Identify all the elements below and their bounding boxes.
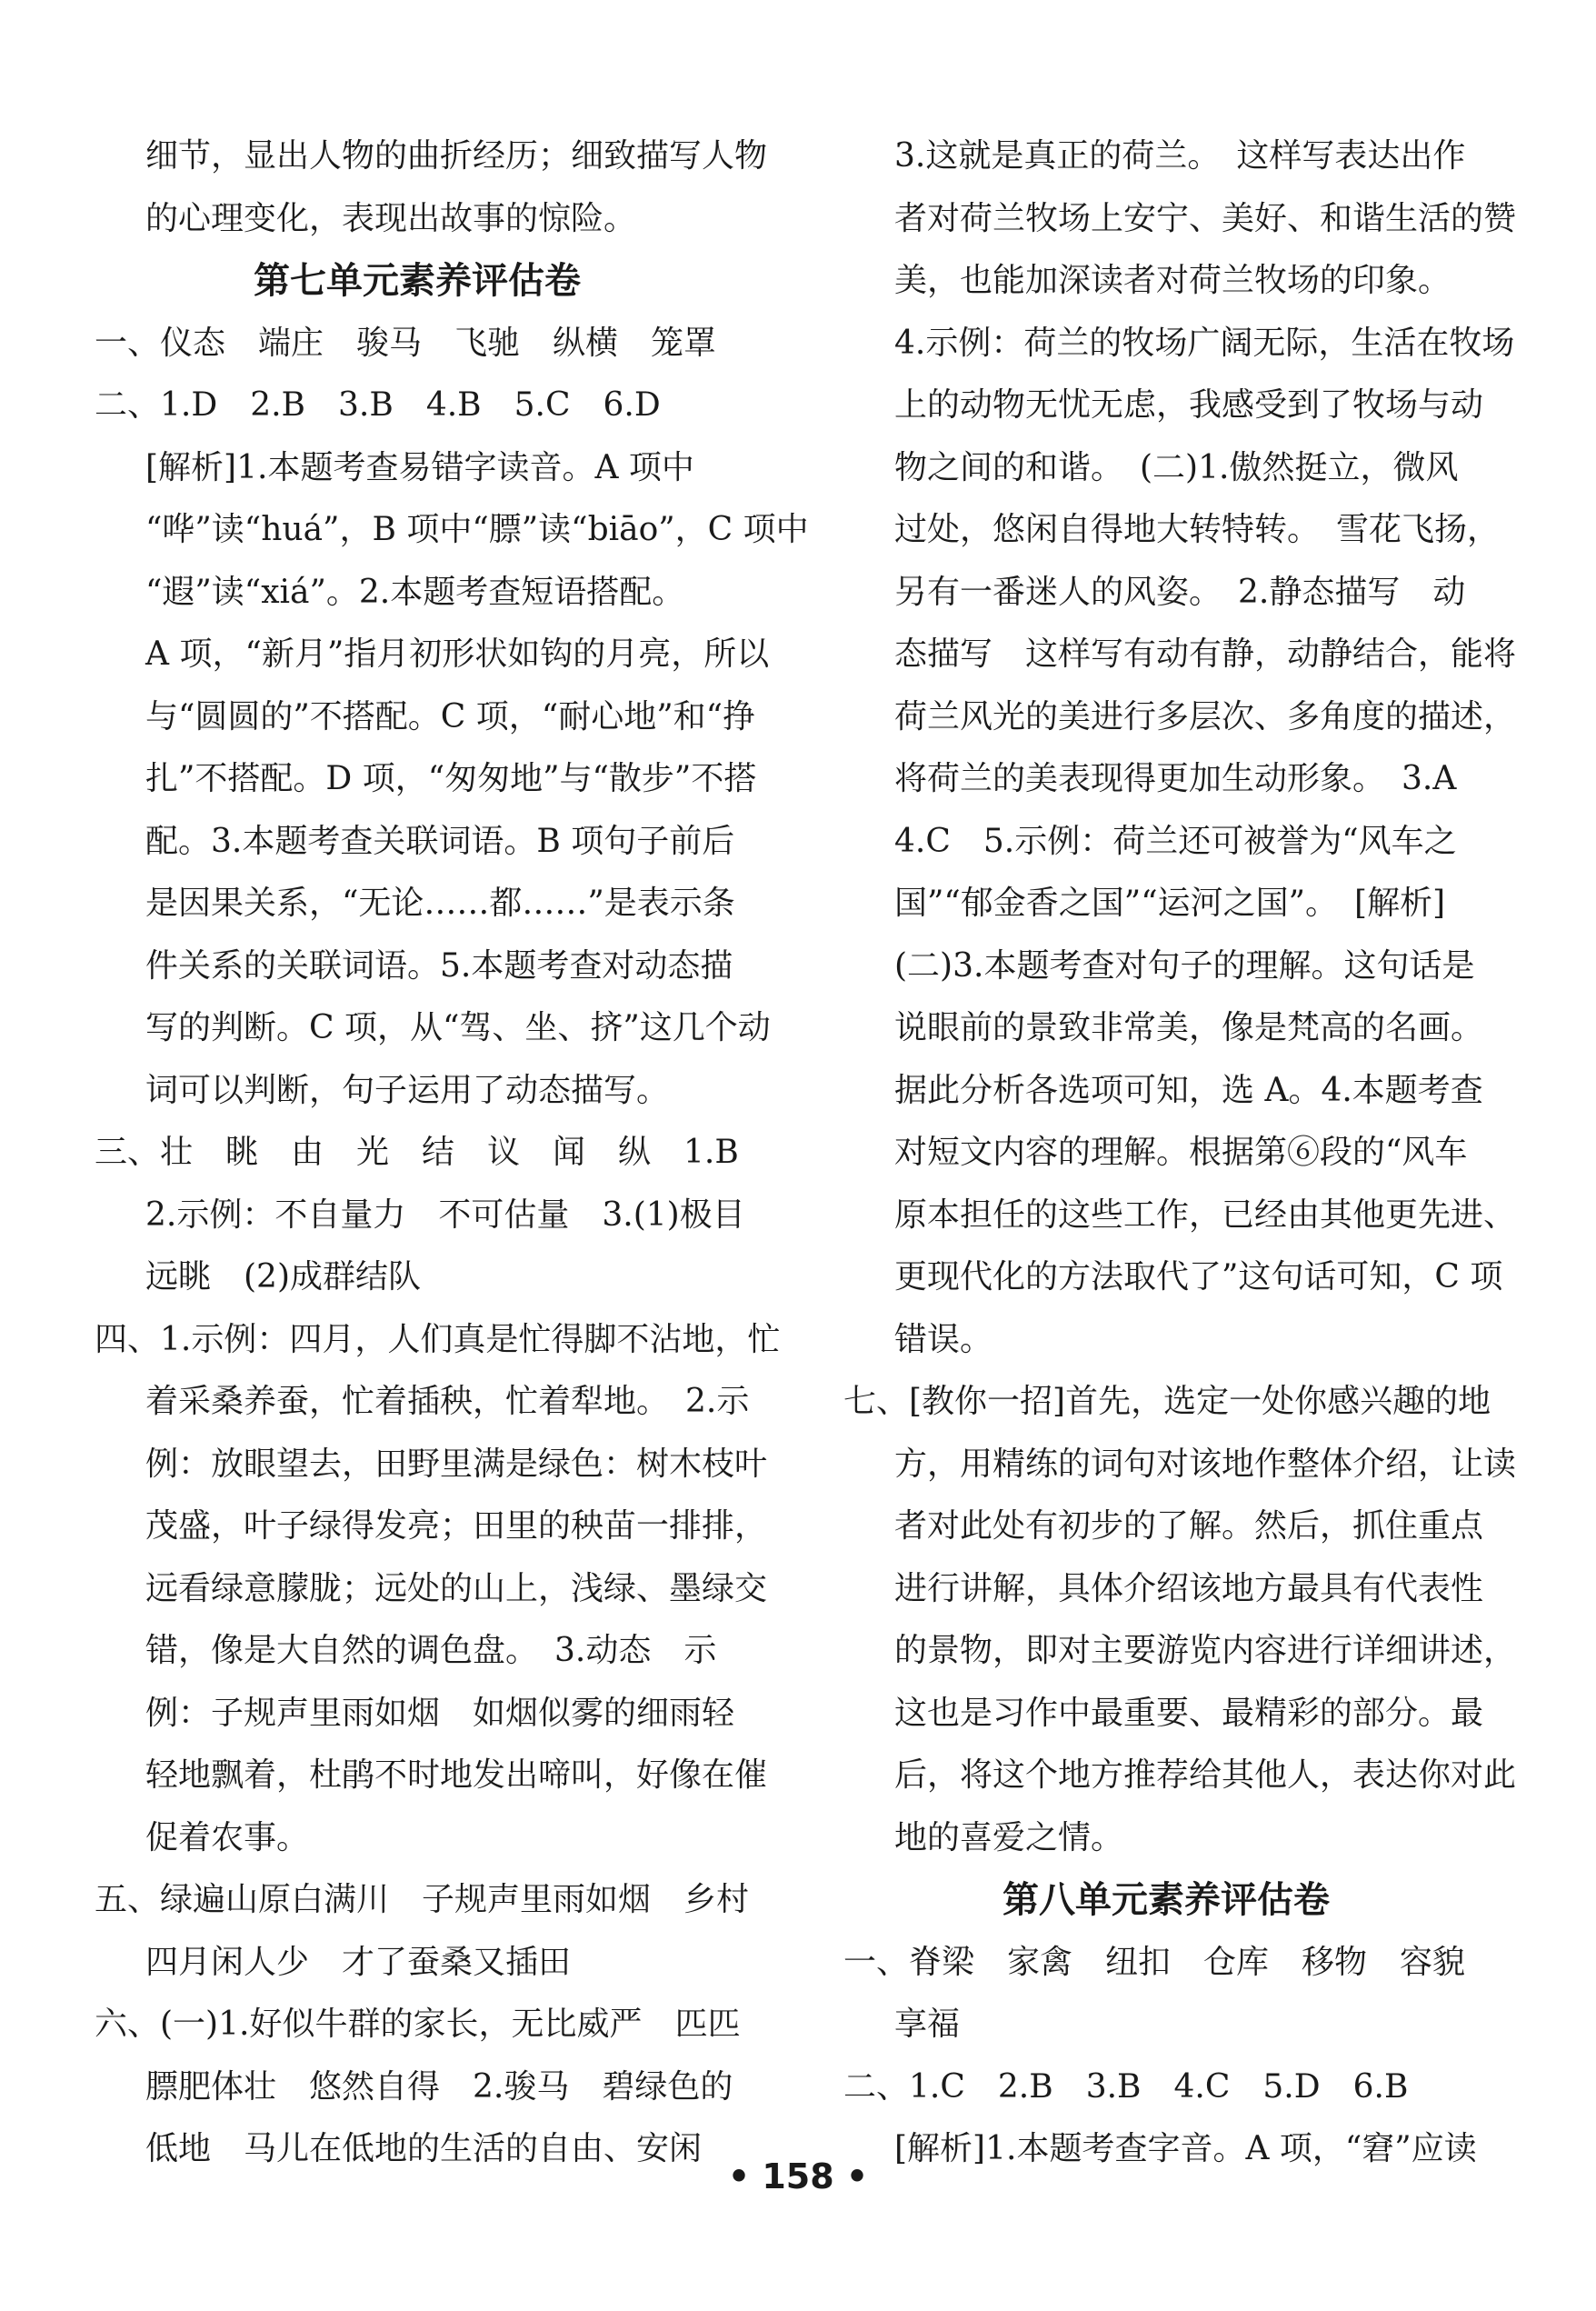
text-line: 的景物，即对主要游览内容进行详细讲述，: [894, 1632, 1517, 1669]
text-line: [解析]1.本题考查字音。A 项，“窘”应读: [894, 2130, 1477, 2167]
text-line: 低地 马儿在低地的生活的自由、安闲: [145, 2130, 703, 2167]
text-line: 方，用精练的词句对该地作整体介绍，让读: [894, 1445, 1517, 1483]
text-line: “遐”读“xiá”。2.本题考查短语搭配。: [145, 573, 685, 611]
right-column: [843, 125, 1517, 2181]
text-line: 促着农事。: [145, 1818, 310, 1856]
text-line: 过处，悠闲自得地大转特转。 雪花飞扬，: [894, 511, 1501, 548]
section-title: 第八单元素养评估卷: [1002, 1879, 1330, 1921]
text-line: [解析]1.本题考查易错字读音。A 项中: [145, 448, 694, 486]
text-line: 配。3.本题考查关联词语。B 项句子前后: [145, 822, 735, 860]
text-line: 茂盛，叶子绿得发亮；田里的秧苗一排排，: [145, 1507, 768, 1545]
text-line: 写的判断。C 项，从“驾、坐、挤”这几个动: [145, 1009, 771, 1046]
text-line: 说眼前的景致非常美，像是梵高的名画。: [894, 1009, 1484, 1046]
text-line: 着采桑养蚕，忙着插秧，忙着犁地。 2.示: [145, 1383, 750, 1420]
text-line: 美，也能加深读者对荷兰牧场的印象。: [894, 262, 1451, 299]
text-line: 另有一番迷人的风姿。 2.静态描写 动: [894, 573, 1466, 611]
text-line: 扎”不搭配。D 项，“匆匆地”与“散步”不搭: [145, 760, 757, 797]
text-line: “哗”读“huá”，B 项中“膘”读“biāo”，C 项中: [145, 511, 809, 548]
left-column: [95, 125, 809, 2181]
text-line: 错误。: [894, 1320, 993, 1358]
text-line: 例：子规声里雨如烟 如烟似雾的细雨轻: [145, 1694, 735, 1732]
text-line: 四月闲人少 才了蚕桑又插田: [145, 1943, 572, 1981]
text-line: 轻地飘着，杜鹃不时地发出啼叫，好像在催: [145, 1756, 768, 1794]
text-line: 物之间的和谐。 (二)1.傲然挺立，微风: [894, 448, 1459, 486]
text-line: 4.示例：荷兰的牧场广阔无际，生活在牧场: [894, 324, 1515, 362]
text-line: 的心理变化，表现出故事的惊险。: [145, 199, 637, 237]
text-line: 四、1.示例：四月，人们真是忙得脚不沾地，忙: [95, 1320, 781, 1358]
text-line: 六、(一)1.好似牛群的家长，无比威严 匹匹: [95, 2006, 741, 2043]
text-line: 二、1.D 2.B 3.B 4.B 5.C 6.D: [95, 386, 661, 424]
text-line: 是因果关系，“无论……都……”是表示条: [145, 885, 735, 922]
text-line: (二)3.本题考查对句子的理解。这句话是: [894, 946, 1475, 985]
text-line: 远看绿意朦胧；远处的山上，浅绿、墨绿交: [145, 1569, 768, 1607]
text-line: 后，将这个地方推荐给其他人，表达你对此: [894, 1756, 1517, 1794]
text-line: 二、1.C 2.B 3.B 4.C 5.D 6.B: [843, 2067, 1409, 2106]
text-line: 2.示例：不自量力 不可估量 3.(1)极目: [145, 1196, 745, 1234]
text-line: 五、绿遍山原白满川 子规声里雨如烟 乡村: [95, 1881, 750, 1918]
text-line: 原本担任的这些工作，已经由其他更先进、: [894, 1196, 1517, 1234]
text-line: 词可以判断，句子运用了动态描写。: [145, 1071, 670, 1109]
text-line: 享福: [894, 2006, 961, 2043]
text-line: 对短文内容的理解。根据第⑥段的“风车: [894, 1134, 1468, 1171]
text-line: 进行讲解，具体介绍该地方最具有代表性: [894, 1569, 1484, 1607]
text-line: 一、仪态 端庄 骏马 飞驰 纵横 笼罩: [95, 324, 717, 362]
text-line: 膘肥体壮 悠然自得 2.骏马 碧绿色的: [145, 2067, 733, 2106]
text-line: 三、壮 眺 由 光 结 议 闻 纵 1.B: [95, 1134, 739, 1171]
text-line: 例：放眼望去，田野里满是绿色：树木枝叶: [145, 1445, 768, 1483]
text-line: A 项，“新月”指月初形状如钩的月亮，所以: [145, 635, 770, 673]
text-line: 将荷兰的美表现得更加生动形象。 3.A: [894, 760, 1457, 797]
text-line: 据此分析各选项可知，选 A。4.本题考查: [894, 1071, 1483, 1109]
text-line: 3.这就是真正的荷兰。 这样写表达出作: [894, 137, 1466, 175]
page-number: • 158 •: [727, 2156, 869, 2196]
text-line: 与“圆圆的”不搭配。C 项，“耐心地”和“挣: [145, 697, 756, 735]
text-line: 一、脊梁 家禽 纽扣 仓库 移物 容貌: [843, 1943, 1466, 1981]
text-line: 地的喜爱之情。: [894, 1818, 1124, 1856]
text-line: 荷兰风光的美进行多层次、多角度的描述，: [894, 697, 1517, 735]
text-line: 态描写 这样写有动有静，动静结合，能将: [894, 635, 1517, 673]
text-line: 细节，显出人物的曲折经历；细致描写人物: [145, 137, 768, 175]
text-line: 更现代化的方法取代了”这句话可知，C 项: [894, 1258, 1503, 1296]
text-line: 这也是习作中最重要、最精彩的部分。最: [894, 1694, 1484, 1732]
text-line: 七、[教你一招]首先，选定一处你感兴趣的地: [843, 1383, 1491, 1420]
text-line: 4.C 5.示例：荷兰还可被誉为“风车之: [894, 822, 1457, 860]
text-line: 件关系的关联词语。5.本题考查对动态描: [145, 946, 733, 985]
text-line: 国”“郁金香之国”“运河之国”。 [解析]: [894, 885, 1446, 922]
text-line: 远眺 (2)成群结队: [145, 1258, 421, 1296]
text-line: 者对此处有初步的了解。然后，抓住重点: [894, 1507, 1484, 1545]
text-line: 上的动物无忧无虑，我感受到了牧场与动: [894, 386, 1484, 424]
text-line: 错，像是大自然的调色盘。 3.动态 示: [145, 1632, 717, 1669]
text-line: 者对荷兰牧场上安宁、美好、和谐生活的赞: [894, 199, 1517, 237]
section-title: 第七单元素养评估卷: [254, 260, 581, 302]
